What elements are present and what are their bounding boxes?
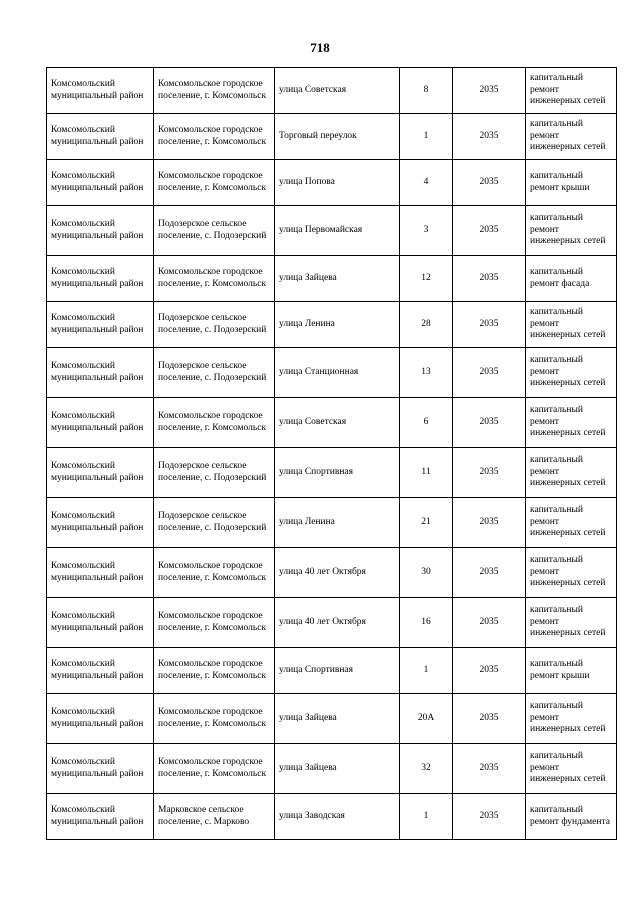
table-row [47,160,617,206]
year-cell: 2035 [453,548,526,598]
street-cell: улица Попова [275,160,400,206]
district-cell: Комсомольский муниципальный район [47,398,154,448]
house-number-cell: 21 [400,498,453,548]
work-type-cell: капитальный ремонт инженерных сетей [526,348,617,398]
settlement-cell: Комсомольское городское поселение, г. Комсомольск [154,694,275,744]
settlement-cell: Подозерское сельское поселение, с. Подозерский [154,448,275,498]
district-cell: Комсомольский муниципальный район [47,648,154,694]
house-number-cell: 32 [400,744,453,794]
year-cell: 2035 [453,348,526,398]
table-row [47,398,617,448]
district-cell: Комсомольский муниципальный район [47,206,154,256]
work-type-cell: капитальный ремонт инженерных сетей [526,548,617,598]
house-number-cell: 12 [400,256,453,302]
district-cell: Комсомольский муниципальный район [47,256,154,302]
house-number-cell: 16 [400,598,453,648]
work-type-cell: капитальный ремонт инженерных сетей [526,68,617,114]
year-cell: 2035 [453,648,526,694]
table-body [47,68,617,840]
work-type-cell: капитальный ремонт крыши [526,648,617,694]
work-type-cell: капитальный ремонт крыши [526,160,617,206]
district-cell: Комсомольский муниципальный район [47,348,154,398]
settlement-cell: Подозерское сельское поселение, с. Подозерский [154,206,275,256]
street-cell: улица Станционная [275,348,400,398]
year-cell: 2035 [453,114,526,160]
table-row [47,348,617,398]
table-row [47,498,617,548]
settlement-cell: Комсомольское городское поселение, г. Комсомольск [154,648,275,694]
settlement-cell: Комсомольское городское поселение, г. Комсомольск [154,114,275,160]
district-cell: Комсомольский муниципальный район [47,598,154,648]
table-row [47,68,617,114]
year-cell: 2035 [453,794,526,840]
year-cell: 2035 [453,68,526,114]
house-number-cell: 8 [400,68,453,114]
work-type-cell: капитальный ремонт фундамента [526,794,617,840]
settlement-cell: Комсомольское городское поселение, г. Комсомольск [154,744,275,794]
district-cell: Комсомольский муниципальный район [47,548,154,598]
street-cell: улица Советская [275,68,400,114]
table-row [47,794,617,840]
table-row [47,744,617,794]
year-cell: 2035 [453,744,526,794]
work-type-cell: капитальный ремонт инженерных сетей [526,744,617,794]
settlement-cell: Комсомольское городское поселение, г. Комсомольск [154,160,275,206]
table-row [47,114,617,160]
district-cell: Комсомольский муниципальный район [47,68,154,114]
street-cell: улица Заводская [275,794,400,840]
house-number-cell: 1 [400,794,453,840]
district-cell: Комсомольский муниципальный район [47,498,154,548]
house-number-cell: 28 [400,302,453,348]
table-row [47,256,617,302]
repair-schedule-table [46,67,617,840]
work-type-cell: капитальный ремонт инженерных сетей [526,448,617,498]
table-row [47,694,617,744]
street-cell: улица Первомайская [275,206,400,256]
street-cell: улица Зайцева [275,694,400,744]
year-cell: 2035 [453,598,526,648]
settlement-cell: Подозерское сельское поселение, с. Подозерский [154,302,275,348]
district-cell: Комсомольский муниципальный район [47,794,154,840]
street-cell: улица Советская [275,398,400,448]
settlement-cell: Подозерское сельское поселение, с. Подозерский [154,348,275,398]
work-type-cell: капитальный ремонт инженерных сетей [526,114,617,160]
district-cell: Комсомольский муниципальный район [47,744,154,794]
settlement-cell: Комсомольское городское поселение, г. Комсомольск [154,256,275,302]
work-type-cell: капитальный ремонт фасада [526,256,617,302]
district-cell: Комсомольский муниципальный район [47,448,154,498]
year-cell: 2035 [453,256,526,302]
settlement-cell: Комсомольское городское поселение, г. Комсомольск [154,598,275,648]
year-cell: 2035 [453,302,526,348]
work-type-cell: капитальный ремонт инженерных сетей [526,206,617,256]
table-row [47,598,617,648]
table-row [47,548,617,598]
district-cell: Комсомольский муниципальный район [47,160,154,206]
table-row [47,302,617,348]
year-cell: 2035 [453,694,526,744]
year-cell: 2035 [453,206,526,256]
work-type-cell: капитальный ремонт инженерных сетей [526,498,617,548]
work-type-cell: капитальный ремонт инженерных сетей [526,302,617,348]
year-cell: 2035 [453,160,526,206]
year-cell: 2035 [453,398,526,448]
street-cell: улица Ленина [275,498,400,548]
settlement-cell: Комсомольское городское поселение, г. Комсомольск [154,548,275,598]
house-number-cell: 13 [400,348,453,398]
house-number-cell: 30 [400,548,453,598]
work-type-cell: капитальный ремонт инженерных сетей [526,694,617,744]
street-cell: улица Спортивная [275,448,400,498]
work-type-cell: капитальный ремонт инженерных сетей [526,398,617,448]
settlement-cell: Комсомольское городское поселение, г. Комсомольск [154,398,275,448]
street-cell: улица Зайцева [275,744,400,794]
house-number-cell: 3 [400,206,453,256]
street-cell: улица Ленина [275,302,400,348]
district-cell: Комсомольский муниципальный район [47,114,154,160]
settlement-cell: Комсомольское городское поселение, г. Комсомольск [154,68,275,114]
page-number: 718 [310,40,330,55]
table-row [47,448,617,498]
street-cell: улица Спортивная [275,648,400,694]
settlement-cell: Марковское сельское поселение, с. Марково [154,794,275,840]
street-cell: улица Зайцева [275,256,400,302]
district-cell: Комсомольский муниципальный район [47,694,154,744]
street-cell: Торговый переулок [275,114,400,160]
street-cell: улица 40 лет Октября [275,598,400,648]
year-cell: 2035 [453,498,526,548]
year-cell: 2035 [453,448,526,498]
table-row [47,206,617,256]
table-row [47,648,617,694]
house-number-cell: 6 [400,398,453,448]
district-cell: Комсомольский муниципальный район [47,302,154,348]
house-number-cell: 20А [400,694,453,744]
street-cell: улица 40 лет Октября [275,548,400,598]
work-type-cell: капитальный ремонт инженерных сетей [526,598,617,648]
house-number-cell: 4 [400,160,453,206]
settlement-cell: Подозерское сельское поселение, с. Подозерский [154,498,275,548]
house-number-cell: 11 [400,448,453,498]
house-number-cell: 1 [400,648,453,694]
house-number-cell: 1 [400,114,453,160]
